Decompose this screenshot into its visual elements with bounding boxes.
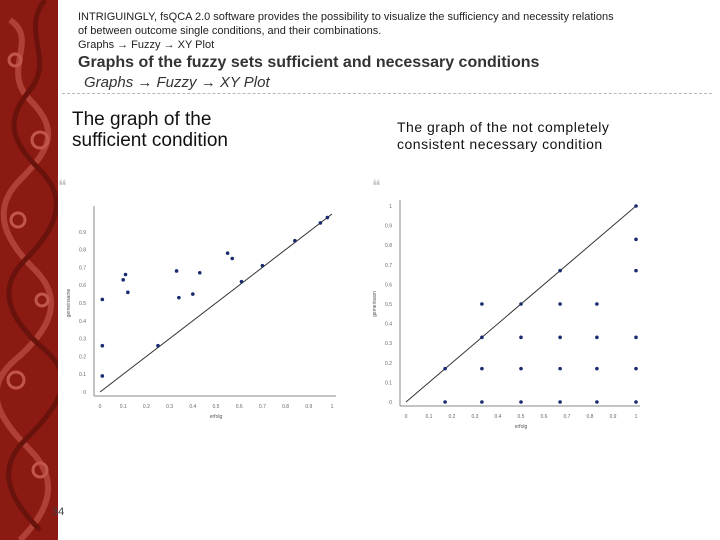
data-point [230, 257, 234, 261]
y-tick-label: 0.8 [79, 247, 86, 254]
x-tick-label: 0.2 [142, 404, 150, 410]
caption-necessary [397, 119, 609, 153]
decorative-sidebar [0, 0, 58, 540]
menu-path: Graphs → Fuzzy → XY Plot [84, 74, 270, 91]
y-tick-label: 0.7 [385, 262, 392, 269]
y-tick-label: 0.9 [79, 229, 86, 236]
y-tick-label: 0.6 [79, 283, 86, 290]
data-point [480, 400, 484, 404]
x-tick-label: 0.1 [119, 404, 127, 410]
x-tick-label: 0.6 [540, 414, 548, 420]
bullet-quote-icon: ❝ [372, 176, 381, 195]
data-point [595, 302, 599, 306]
data-point [124, 273, 128, 277]
caption-sufficient-line-2: sufficient condition [72, 130, 228, 151]
y-tick-label: 0 [389, 400, 392, 406]
x-tick-label: 0.1 [425, 414, 433, 420]
y-tick-label: 0.7 [79, 265, 86, 272]
data-point [101, 298, 105, 302]
data-point [121, 278, 125, 282]
data-point [558, 367, 562, 371]
data-point [519, 400, 523, 404]
y-tick-label: 1 [389, 204, 392, 210]
x-tick-label: 0.8 [586, 414, 594, 420]
data-point [519, 367, 523, 371]
caption-necessary-line-2: consistent necessary condition [397, 136, 603, 152]
x-tick-label: 0.9 [305, 404, 313, 410]
y-tick-label: 0.4 [79, 318, 86, 325]
data-point [558, 336, 562, 340]
y-tick-label: 0.1 [79, 372, 86, 379]
x-tick-label: 0.4 [494, 414, 502, 420]
x-tick-label: 0.6 [235, 404, 243, 410]
data-point [443, 400, 447, 404]
x-tick-label: 1 [634, 414, 638, 420]
data-point [634, 336, 638, 340]
data-point [177, 296, 181, 300]
caption-sufficient-line-1: The graph of the [72, 109, 212, 130]
data-point [226, 251, 230, 255]
intro-line-3: Graphs → Fuzzy → XY Plot [78, 39, 215, 51]
data-point [634, 238, 638, 242]
x-tick-label: 0.2 [448, 414, 456, 420]
data-point [126, 291, 130, 295]
data-point [595, 400, 599, 404]
y-tick-label: 0.2 [79, 354, 86, 361]
data-point [101, 374, 105, 378]
data-point [240, 280, 244, 284]
data-point [480, 302, 484, 306]
x-tick-label: 0.3 [166, 404, 174, 410]
data-point [558, 400, 562, 404]
y-tick-label: 0.3 [79, 336, 86, 343]
caption-sufficient [72, 109, 228, 151]
intro-line-1: INTRIGUINGLY, fsQCA 2.0 software provides the possibility to visualize the sufficiency and necessity relations [78, 11, 614, 23]
y-axis-label: gemeinsam [372, 291, 378, 317]
y-tick-label: 0.9 [385, 223, 392, 230]
y-tick-label: 0.8 [385, 243, 392, 250]
data-point [175, 269, 179, 273]
x-tick-label: 0.7 [563, 414, 571, 420]
data-point [595, 336, 599, 340]
data-point [634, 269, 638, 273]
data-point [191, 292, 195, 296]
caption-necessary-line-1: The graph of the not completely [397, 119, 610, 135]
x-tick-label: 0.4 [189, 404, 197, 410]
x-tick-label: 1 [330, 404, 334, 410]
data-point [595, 367, 599, 371]
data-point [519, 302, 523, 306]
x-tick-label: 0.7 [258, 404, 266, 410]
y-tick-label: 0.5 [385, 302, 392, 308]
y-tick-label: 0.1 [385, 380, 392, 387]
data-point [634, 367, 638, 371]
y-tick-label: 0 [83, 390, 86, 396]
data-point [156, 344, 160, 348]
data-point [558, 269, 562, 273]
necessary-condition-chart [370, 200, 660, 450]
data-point [261, 264, 265, 268]
x-axis-label: erfolg [209, 414, 223, 420]
divider [62, 93, 712, 94]
sufficient-condition-chart [60, 200, 350, 435]
y-tick-label: 0.2 [385, 360, 392, 367]
x-tick-label: 0 [404, 414, 408, 420]
x-tick-label: 0.5 [212, 404, 220, 410]
data-point [558, 302, 562, 306]
data-point [326, 216, 330, 220]
page-number: 34 [52, 506, 65, 518]
data-point [634, 204, 638, 208]
x-tick-label: 0.3 [471, 414, 479, 420]
diagonal-line [100, 214, 332, 392]
data-point [198, 271, 202, 275]
y-tick-label: 0.5 [79, 301, 86, 307]
x-tick-label: 0.8 [282, 404, 290, 410]
data-point [519, 336, 523, 340]
x-axis-label: erfolg [514, 424, 528, 430]
data-point [319, 221, 323, 225]
x-tick-label: 0.9 [609, 414, 617, 420]
slide-title: Graphs of the fuzzy sets sufficient and necessary conditions [78, 54, 540, 71]
data-point [101, 344, 105, 348]
data-point [634, 400, 638, 404]
ornament-pattern [0, 0, 58, 540]
y-tick-label: 0.3 [385, 341, 392, 348]
data-point [480, 367, 484, 371]
x-tick-label: 0.5 [517, 414, 525, 420]
data-point [293, 239, 297, 243]
intro-line-2: of between outcome single conditions, and their combinations. [78, 25, 382, 37]
intro-text [78, 10, 698, 52]
data-point [480, 336, 484, 340]
y-tick-label: 0.6 [385, 282, 392, 289]
y-tick-label: 0.4 [385, 321, 392, 328]
y-axis-label: gemeinsame [66, 288, 72, 318]
bullet-quote-icon: ❝ [58, 176, 67, 195]
x-tick-label: 0 [98, 404, 102, 410]
data-point [443, 367, 447, 371]
